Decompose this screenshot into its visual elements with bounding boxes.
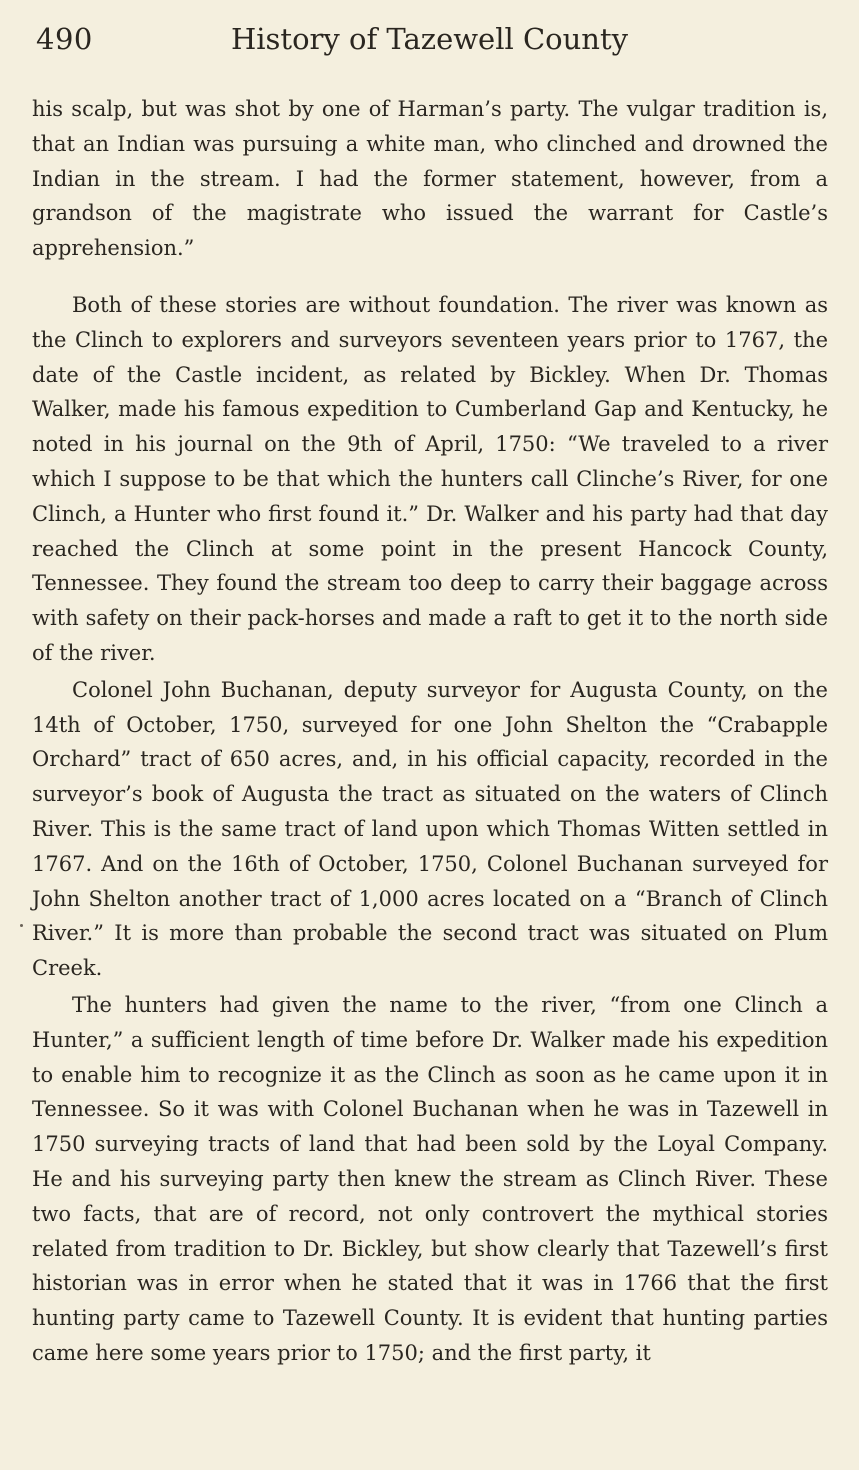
paragraph-stories-without-foundation: Both of these stories are without foundation. The river was known as the Clinch to explorers and surveyors seventeen years prior to 1767, the date of the Castle incident, as related by Bickley. When Dr. Thomas Walker, made his famous expedition to Cumberland Gap and Kentucky, he noted in his journal on the 9th of April, 1750: “We traveled to a river which I suppose to be that which the hunters call Clinche’s River, for one Clinch, a Hunter who first found it.” Dr. Walker and his party had that day reached the Clinch at some point in the present Hancock County, Tennessee. They found the stream too deep to carry their baggage across with safety on their pack-horses and made a raft to get it to the north side of the river. [32, 292, 828, 665]
paragraph-colonel-buchanan: Colonel John Buchanan, deputy surveyor for Augusta County, on the 14th of October, 1750, surveyed for one John Shelton the “Crabapple Orchard” tract of 650 acres, and, in his official capacity, recorded in the surveyor’s book of Augusta the tract as situated on the waters of Clinch River. This is the same tract of land upon which Thomas Witten settled in 1767. And on the 16th of October, 1750, Colonel Buchanan surveyed for John Shelton another tract of 1,000 acres located on a “Branch of Clinch River.” It is more than probable the second tract was situated on Plum Creek. [32, 677, 828, 981]
running-title: History of Tazewell County [230, 22, 629, 56]
page-header [36, 22, 823, 62]
page-number: 490 [36, 22, 93, 56]
paragraph-hunters-named-river: The hunters had given the name to the river, “from one Clinch a Hunter,” a sufficient length of time before Dr. Walker made his expedition to enable him to recognize it as the Clinch as soon as he came upon it in Tennessee. So it was with Colonel Buchanan when he was in Tazewell in 1750 surveying tracts of land that had been sold by the Loyal Company. He and his surveying party then knew the stream as Clinch River. These two facts, that are of record, not only controvert the mythical stories related from tradition to Dr. Bickley, but show clearly that Tazewell’s first historian was in error when he stated that it was in 1766 that the first hunting party came to Tazewell County. It is evident that hunting parties came here some years prior to 1750; and the first party, it [32, 992, 828, 1365]
body-text [32, 92, 828, 1371]
stray-ink-mark [20, 924, 23, 927]
paragraph-continuation: his scalp, but was shot by one of Harman’s party. The vulgar tradition is, that an Indian was pursuing a white man, who clinched and drowned the Indian in the stream. I had the former statement, however, from a grandson of the magistrate who issued the warrant for Castle’s apprehension.” [32, 97, 828, 261]
